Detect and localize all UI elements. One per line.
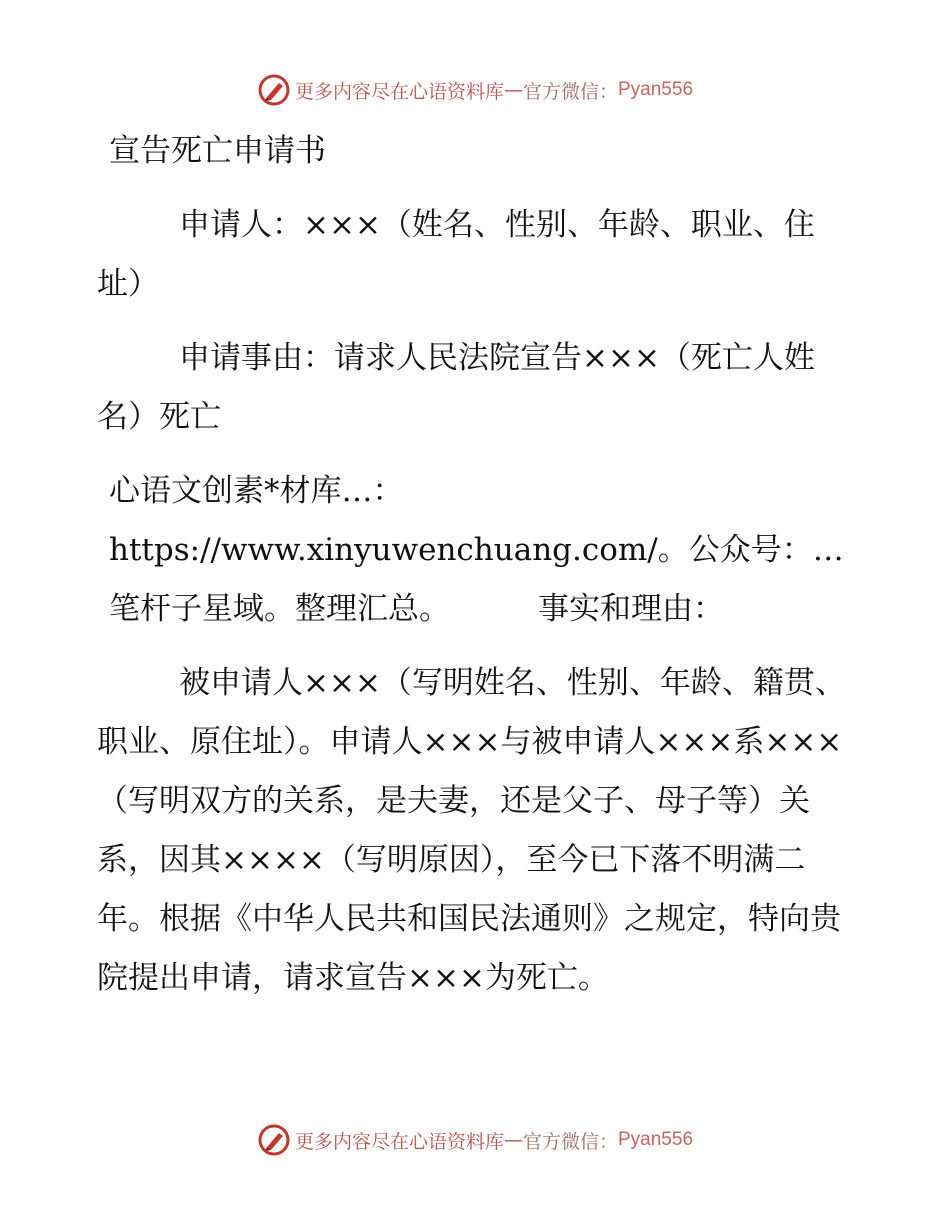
facts-heading: 事实和理由：	[538, 591, 724, 627]
banner-dash: —	[503, 1129, 523, 1151]
banner-wechat-id: Pyan556	[618, 1129, 694, 1150]
facts-paragraph: 被申请人×××（写明姓名、性别、年龄、籍贯、职业、原住址）。申请人×××与被申请人×××系×××（写明双方的关系，是夫妻，还是父子、母子等）关系，因其××××（写明原因），至今已下落不明满二年。根据《中华人民共和国民法通则》之规定，特向贵院提出申请，请求宣告×××为死亡。	[97, 665, 846, 996]
banner-label: 官方微信：	[522, 80, 618, 103]
banner-main-text: 更多内容尽在心语资料库	[294, 1130, 504, 1153]
footer-banner	[0, 1120, 950, 1160]
reason-paragraph: 申请事由：请求人民法院宣告×××（死亡人姓名）死亡	[97, 340, 815, 435]
banner-label: 官方微信：	[522, 1130, 618, 1153]
document-title: 宣告死亡申请书	[109, 133, 326, 169]
banner-wechat-id: Pyan556	[618, 79, 694, 100]
pen-logo-icon	[257, 73, 291, 107]
applicant-paragraph: 申请人：×××（姓名、性别、年龄、职业、住址）	[97, 207, 815, 302]
header-banner	[0, 70, 950, 110]
promo-text: 心语文创素*材库…：https://www.xinyuwenchuang.com/。公众号：…笔杆子星域。整理汇总。	[109, 473, 844, 627]
banner-main-text: 更多内容尽在心语资料库	[294, 80, 504, 103]
banner-dash: —	[503, 79, 523, 101]
pen-logo-icon	[257, 1123, 291, 1157]
promo-paragraph	[97, 462, 857, 639]
document-body	[97, 122, 857, 1023]
